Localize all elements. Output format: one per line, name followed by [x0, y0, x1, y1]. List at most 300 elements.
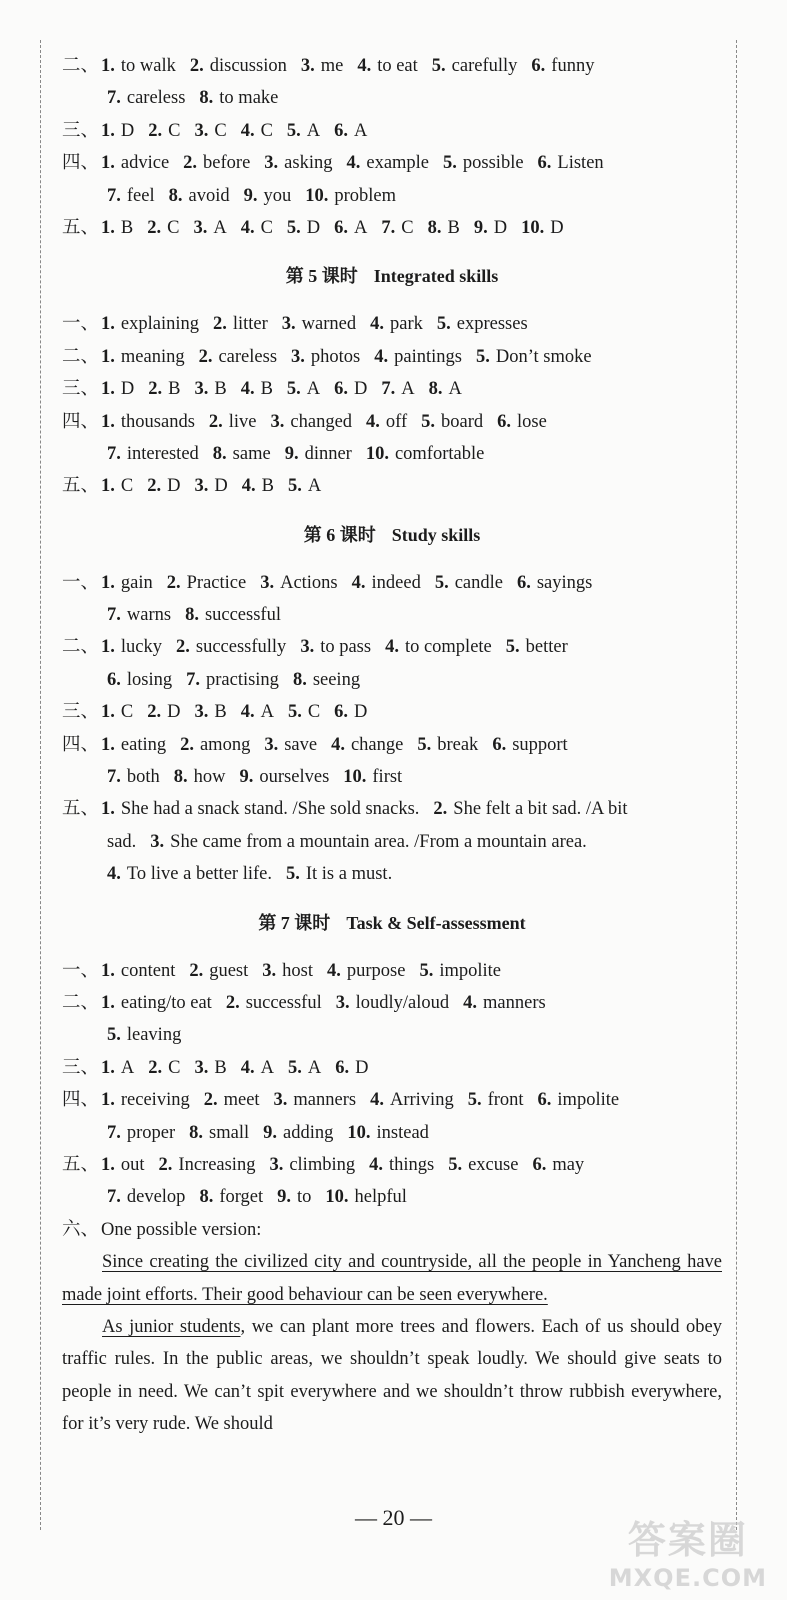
- answer-item: [189, 1123, 249, 1143]
- answer-number: 9.: [239, 767, 254, 788]
- answer-item: [213, 314, 268, 334]
- answer-number: 1.: [101, 799, 115, 820]
- answer-text: you: [263, 185, 292, 206]
- section-number: 四、: [62, 1090, 100, 1111]
- answer-number: 5.: [107, 1025, 121, 1046]
- answer-number: 1.: [101, 314, 115, 335]
- answer-item: [226, 993, 322, 1013]
- answer-text: me: [320, 56, 344, 76]
- answer-number: 1.: [101, 411, 115, 432]
- answer-text: A: [306, 120, 321, 141]
- answer-line: [62, 1117, 722, 1149]
- answer-item: [370, 1090, 454, 1110]
- answer-item: [517, 573, 592, 593]
- answer-line: [62, 406, 722, 438]
- answer-text: leaving: [126, 1025, 182, 1046]
- answer-text: D: [354, 702, 368, 723]
- answer-number: 9.: [473, 217, 488, 238]
- answer-number: 3.: [264, 153, 279, 174]
- answer-number: 5.: [421, 411, 436, 432]
- answer-text: C: [168, 1057, 181, 1078]
- answer-line: [62, 212, 722, 244]
- answer-number: 5.: [467, 1090, 482, 1111]
- answer-item: [334, 702, 367, 722]
- answer-text: climbing: [289, 1154, 356, 1175]
- answer-text: B: [214, 379, 227, 400]
- answer-item: [385, 637, 492, 657]
- section-number: 三、: [62, 1057, 100, 1078]
- answer-text: changed: [290, 411, 353, 432]
- answer-text: expresses: [456, 314, 528, 335]
- answer-text: B: [120, 217, 134, 238]
- answer-text: to: [297, 1187, 312, 1208]
- answer-item: [277, 1187, 311, 1207]
- answer-text: D: [354, 379, 368, 400]
- answer-item: [448, 1155, 518, 1175]
- answer-number: 2.: [147, 702, 162, 723]
- answer-item: [244, 186, 292, 206]
- answer-item: [147, 218, 179, 238]
- answer-number: 4.: [240, 120, 255, 141]
- answer-line: [62, 1181, 722, 1213]
- answer-text: A: [448, 379, 462, 400]
- answer-number: 5.: [287, 476, 302, 497]
- answer-text: to complete: [404, 637, 492, 658]
- answer-text: careless: [126, 88, 186, 109]
- answer-number: 6.: [334, 217, 349, 238]
- answer-item: [147, 476, 180, 496]
- answer-item: [419, 961, 501, 981]
- answer-text: Increasing: [178, 1154, 256, 1175]
- answer-item: [167, 573, 246, 593]
- answer-text: park: [390, 314, 423, 335]
- answer-item: [334, 121, 367, 141]
- heading-title: Task & Self-assessment: [346, 912, 526, 933]
- answer-text: It is a must.: [305, 864, 393, 885]
- answer-number: 5.: [431, 56, 446, 76]
- answer-item: [352, 573, 421, 593]
- answer-number: 3.: [264, 734, 279, 755]
- answer-item: [287, 379, 320, 399]
- answer-text: C: [167, 217, 180, 238]
- answer-text: D: [550, 217, 564, 238]
- answer-text: warns: [126, 605, 172, 626]
- answer-item: [107, 1025, 181, 1045]
- answer-text: guest: [209, 960, 249, 981]
- answer-line: [62, 955, 722, 987]
- answer-item: [186, 670, 279, 690]
- answer-item: [241, 379, 273, 399]
- heading-title: Study skills: [391, 524, 481, 545]
- answer-number: 4.: [357, 56, 372, 76]
- answer-number: 8.: [199, 88, 214, 109]
- section-number: 一、: [62, 314, 100, 335]
- answer-text: A: [307, 1057, 322, 1078]
- answer-text: to walk: [120, 56, 176, 76]
- section-number: 一、: [62, 572, 100, 593]
- answer-text: among: [199, 734, 251, 755]
- answer-text: interested: [126, 443, 199, 464]
- answer-item: [538, 153, 604, 173]
- answer-text: forget: [219, 1187, 264, 1208]
- answer-item: [433, 799, 627, 819]
- answer-text: D: [306, 217, 321, 238]
- answer-number: 7.: [107, 767, 121, 788]
- answer-item: [174, 767, 226, 787]
- answer-text: host: [282, 960, 313, 981]
- answer-item: [435, 573, 503, 593]
- answer-text: better: [525, 637, 568, 658]
- answer-text: B: [168, 379, 181, 400]
- answer-number: 1.: [101, 572, 115, 593]
- answer-number: 2.: [166, 572, 181, 593]
- answer-item: [189, 961, 248, 981]
- answer-text: same: [232, 443, 271, 464]
- answer-number: 3.: [269, 1154, 284, 1175]
- answer-item: [369, 1155, 434, 1175]
- answer-number: 6.: [492, 734, 507, 755]
- answer-number: 1.: [101, 120, 115, 141]
- answer-item: [343, 767, 402, 787]
- answer-item: [107, 1187, 185, 1207]
- answer-text: litter: [232, 314, 268, 335]
- answer-number: 5.: [286, 379, 301, 400]
- answer-number: 3.: [291, 346, 305, 367]
- answer-item: [107, 767, 160, 787]
- answer-number: 4.: [240, 379, 255, 400]
- watermark-logo: 答案圈: [627, 1518, 748, 1562]
- answer-item: [147, 702, 180, 722]
- answer-number: 2.: [158, 1154, 173, 1175]
- answer-item: [288, 702, 320, 722]
- answer-item: [101, 799, 419, 819]
- answer-item: [107, 186, 155, 206]
- answer-text: Actions: [280, 572, 338, 593]
- answer-text: live: [228, 411, 257, 432]
- answer-item: [381, 379, 414, 399]
- answer-item: [101, 153, 169, 173]
- answer-text: to make: [219, 88, 279, 109]
- answer-item: [334, 379, 367, 399]
- answer-line: [62, 147, 722, 179]
- answer-number: 8.: [212, 443, 227, 464]
- answer-number: 8.: [427, 217, 442, 238]
- answer-text: She felt a bit sad. /A bit: [453, 799, 628, 820]
- answer-line: [62, 50, 722, 82]
- answer-item: [357, 56, 417, 76]
- essay-paragraph: [62, 1311, 722, 1441]
- answer-text: D: [167, 476, 181, 497]
- answer-item: [305, 186, 396, 206]
- answer-item: [101, 1058, 134, 1078]
- answer-number: 3.: [300, 56, 315, 76]
- answer-number: 4.: [240, 217, 255, 238]
- answer-number: 1.: [101, 153, 115, 174]
- answer-item: [101, 121, 134, 141]
- answer-number: 4.: [327, 960, 341, 981]
- answer-number: 4.: [107, 864, 121, 885]
- answer-text: A: [120, 1057, 135, 1078]
- answer-text: board: [441, 411, 484, 432]
- answer-number: 4.: [374, 346, 389, 367]
- answer-text: C: [260, 217, 273, 238]
- answer-item: [101, 1155, 145, 1175]
- answer-item: [285, 444, 352, 464]
- answer-item: [199, 88, 278, 108]
- answer-item: [432, 56, 518, 76]
- answer-text: possible: [462, 153, 524, 174]
- answer-text: successful: [204, 605, 281, 626]
- answer-text: may: [552, 1154, 585, 1175]
- answer-number: 1.: [101, 379, 115, 400]
- answer-item: [101, 314, 199, 334]
- answer-item: [325, 1187, 407, 1207]
- answer-number: 3.: [193, 217, 208, 238]
- answer-item: [107, 605, 171, 625]
- answer-text: D: [355, 1057, 369, 1078]
- answer-line: [62, 793, 722, 825]
- answer-number: 2.: [198, 346, 213, 367]
- answer-key-content: [62, 50, 722, 1441]
- answer-text: D: [493, 217, 508, 238]
- answer-number: 7.: [381, 379, 396, 400]
- answer-item: [274, 1090, 357, 1110]
- answer-item: [286, 864, 392, 884]
- answer-item: [291, 347, 360, 367]
- answer-item: [101, 379, 134, 399]
- answer-item: [293, 670, 360, 690]
- answer-item: [101, 476, 133, 496]
- answer-item: [269, 1155, 355, 1175]
- answer-text: first: [372, 767, 403, 788]
- answer-item: [199, 347, 277, 367]
- page-number: — 20 —: [355, 1505, 432, 1530]
- answer-item: [176, 637, 286, 657]
- answer-line: [62, 696, 722, 728]
- answer-text: funny: [551, 56, 595, 76]
- answer-text: comfortable: [394, 443, 485, 464]
- answer-text: A: [354, 120, 368, 141]
- answer-text: Listen: [557, 153, 604, 174]
- answer-text: eating: [120, 734, 167, 755]
- answer-number: 1.: [101, 960, 115, 981]
- answer-number: 9.: [277, 1187, 292, 1208]
- answer-item: [169, 186, 230, 206]
- answer-line: [62, 1084, 722, 1116]
- answer-number: 4.: [240, 702, 255, 723]
- answer-item: [443, 153, 524, 173]
- answer-number: 5.: [443, 153, 457, 174]
- answer-item: [417, 735, 478, 755]
- answer-number: 6.: [334, 379, 349, 400]
- answer-text: avoid: [188, 185, 230, 206]
- answer-text: loudly/aloud: [355, 992, 450, 1013]
- answer-text: manners: [483, 992, 546, 1013]
- answer-text: A: [307, 476, 322, 497]
- essay-underlined-phrase: As junior students: [102, 1316, 241, 1337]
- answer-number: 1.: [101, 734, 115, 755]
- answer-text: Arriving: [389, 1090, 454, 1111]
- answer-number: 5.: [287, 702, 302, 723]
- answer-item: [204, 1090, 260, 1110]
- answer-text: indeed: [371, 572, 421, 593]
- answer-text: C: [120, 702, 134, 723]
- answer-text: paintings: [394, 346, 462, 367]
- answer-text: explaining: [120, 314, 199, 335]
- answer-item: [381, 218, 413, 238]
- answer-item: [101, 347, 185, 367]
- answer-text: purpose: [346, 960, 406, 981]
- answer-line: [62, 1052, 722, 1084]
- answer-number: 6.: [537, 1090, 552, 1111]
- answer-text: break: [437, 734, 479, 755]
- answer-number: 5.: [287, 1057, 302, 1078]
- answer-item: [421, 412, 483, 432]
- answer-item: [463, 993, 546, 1013]
- answer-line: [62, 1149, 722, 1181]
- answer-text: sad.: [107, 831, 137, 852]
- answer-item: [242, 476, 274, 496]
- answer-number: 3.: [270, 411, 285, 432]
- section-heading: [62, 891, 722, 955]
- answer-item: [241, 121, 273, 141]
- answer-item: [282, 314, 356, 334]
- answer-text: C: [168, 120, 181, 141]
- answer-text: excuse: [468, 1154, 519, 1175]
- answer-number: 5.: [505, 637, 520, 658]
- answer-text: sayings: [536, 572, 593, 593]
- answer-item: [150, 832, 587, 852]
- answer-item: [148, 1058, 180, 1078]
- answer-number: 6.: [335, 1057, 350, 1078]
- watermark-url: MXQE.COM: [608, 1564, 767, 1592]
- answer-number: 1.: [101, 217, 115, 238]
- answer-text: A: [260, 1057, 274, 1078]
- answer-line: [62, 858, 722, 890]
- answer-item: [194, 702, 226, 722]
- answer-number: 10.: [365, 443, 389, 464]
- answer-number: 1.: [101, 992, 115, 1013]
- answer-number: 5.: [448, 1154, 463, 1175]
- answer-number: 2.: [212, 314, 227, 335]
- section-number: 二、: [62, 56, 100, 76]
- answer-number: 4.: [240, 1057, 255, 1078]
- answer-text: gain: [120, 572, 153, 593]
- answer-item: [194, 1058, 226, 1078]
- answer-item: [366, 444, 485, 464]
- answer-item: [209, 412, 257, 432]
- section-number: 二、: [62, 992, 100, 1013]
- answer-number: 3.: [194, 379, 209, 400]
- answer-text: impolite: [557, 1090, 620, 1111]
- answer-number: 6.: [532, 1154, 547, 1175]
- answer-item: [288, 1058, 321, 1078]
- answer-number: 1.: [101, 56, 115, 76]
- answer-text: advice: [120, 153, 170, 174]
- answer-item: [287, 218, 320, 238]
- answer-text: change: [350, 734, 404, 755]
- answer-text: before: [203, 153, 251, 174]
- left-margin-rule: [40, 40, 41, 1530]
- answer-text: meaning: [120, 346, 185, 367]
- answer-item: [300, 637, 371, 657]
- answer-item: [327, 961, 405, 981]
- answer-text: proper: [126, 1122, 176, 1143]
- answer-number: 10.: [521, 217, 545, 238]
- answer-text: One possible version:: [101, 1219, 262, 1240]
- answer-number: 2.: [433, 799, 448, 820]
- heading-lesson-number: 第 5 课时: [285, 266, 358, 287]
- answer-number: 2.: [183, 153, 198, 174]
- answer-number: 3.: [150, 831, 165, 852]
- answer-number: 4.: [369, 1154, 383, 1175]
- section-number: 三、: [62, 120, 100, 141]
- answer-number: 10.: [347, 1122, 371, 1143]
- answer-number: 1.: [101, 1090, 115, 1111]
- answer-line: [62, 1214, 722, 1246]
- answer-item: [287, 121, 320, 141]
- answer-item: [107, 832, 136, 852]
- answer-number: 7.: [186, 669, 200, 690]
- answer-text: problem: [334, 185, 396, 206]
- answer-text: seeing: [312, 669, 361, 690]
- answer-text: manners: [293, 1090, 357, 1111]
- answer-number: 5.: [436, 314, 451, 335]
- answer-text: A: [306, 379, 321, 400]
- answer-item: [532, 1155, 584, 1175]
- answer-item: [241, 702, 274, 722]
- essay-text: Since creating the civilized city and countryside, all the people in Yancheng have made joint efforts. Their good behaviour can be seen everywhere.: [62, 1252, 722, 1305]
- answer-text: successfully: [195, 637, 287, 658]
- answer-number: 7.: [107, 88, 121, 109]
- answer-text: She had a snack stand. /She sold snacks.: [120, 799, 420, 820]
- answer-item: [107, 88, 185, 108]
- answer-item: [288, 476, 321, 496]
- answer-item: [241, 1058, 274, 1078]
- answer-text: eating/to eat: [120, 992, 212, 1013]
- answer-item: [183, 153, 250, 173]
- answer-item: [336, 993, 449, 1013]
- section-number: 六、: [62, 1219, 100, 1240]
- answer-text: example: [366, 153, 430, 174]
- answer-number: 8.: [168, 185, 183, 206]
- answer-item: [107, 1123, 175, 1143]
- answer-number: 2.: [189, 960, 204, 981]
- answer-item: [263, 1123, 333, 1143]
- answer-text: A: [260, 702, 274, 723]
- section-number: 四、: [62, 411, 100, 432]
- answer-text: To live a better life.: [126, 864, 272, 885]
- answer-item: [159, 1155, 256, 1175]
- answer-line: [62, 761, 722, 793]
- answer-item: [334, 218, 367, 238]
- answer-text: adding: [283, 1122, 334, 1143]
- answer-number: 4.: [351, 572, 366, 593]
- answer-text: B: [214, 1057, 227, 1078]
- answer-line: [62, 599, 722, 631]
- answer-line: [62, 341, 722, 373]
- answer-number: 6.: [497, 411, 512, 432]
- answer-number: 7.: [107, 443, 121, 464]
- answer-number: 8.: [185, 605, 199, 626]
- answer-item: [476, 347, 592, 367]
- section-number: 五、: [62, 799, 100, 820]
- answer-text: She came from a mountain area. /From a mountain area.: [170, 831, 587, 852]
- answer-item: [148, 121, 180, 141]
- answer-text: save: [284, 734, 318, 755]
- answer-number: 2.: [189, 56, 204, 76]
- answer-line: [62, 373, 722, 405]
